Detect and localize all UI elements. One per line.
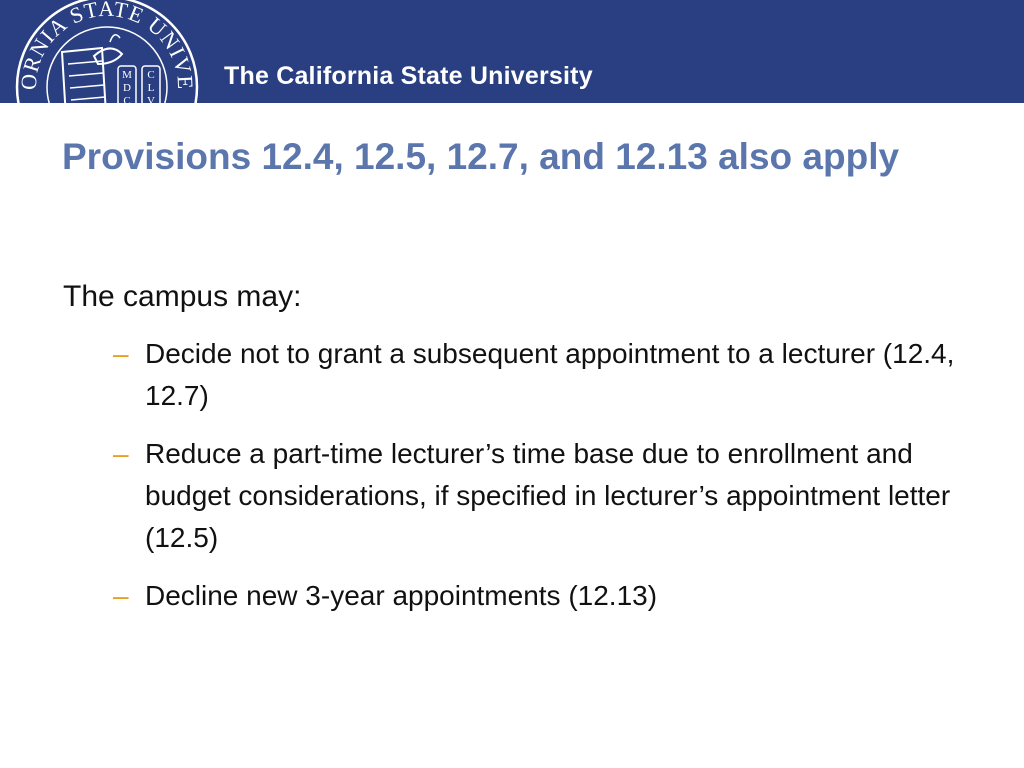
svg-text:D: D [123, 82, 131, 94]
bullet-text: Reduce a part-time lecturer’s time base due to enrollment and budget considerations, if specified in lecturer’s appointment letter (12.5) [145, 438, 951, 553]
svg-text:C: C [147, 69, 155, 81]
svg-text:V: V [147, 95, 155, 107]
slide-body [63, 277, 983, 633]
bullet-item [63, 433, 955, 559]
org-name: The California State University [224, 62, 593, 90]
seal-outer-text: ORNIA STATE UNIVE [15, 0, 199, 91]
bullet-item [63, 575, 955, 617]
slide-title: Provisions 12.4, 12.5, 12.7, and 12.13 also apply [62, 136, 900, 177]
bullet-dash-icon: – [113, 338, 129, 369]
bullet-dash-icon: – [113, 438, 129, 469]
intro-text: The campus may: [63, 280, 302, 313]
svg-text:M: M [122, 69, 132, 81]
bullet-list [63, 333, 983, 617]
bullet-dash-icon: – [113, 580, 129, 611]
svg-text:C: C [123, 95, 131, 107]
svg-text:CALIFORNIA STATE UNIVERSITY [14, 0, 198, 91]
bullet-text: Decline new 3-year appointments (12.13) [145, 580, 658, 611]
university-seal-icon [14, 0, 200, 107]
bullet-item [63, 333, 955, 417]
header-bar [0, 0, 1024, 107]
bullet-text: Decide not to grant a subsequent appointment to a lecturer (12.4, 12.7) [145, 338, 955, 411]
svg-text:L: L [147, 82, 155, 94]
